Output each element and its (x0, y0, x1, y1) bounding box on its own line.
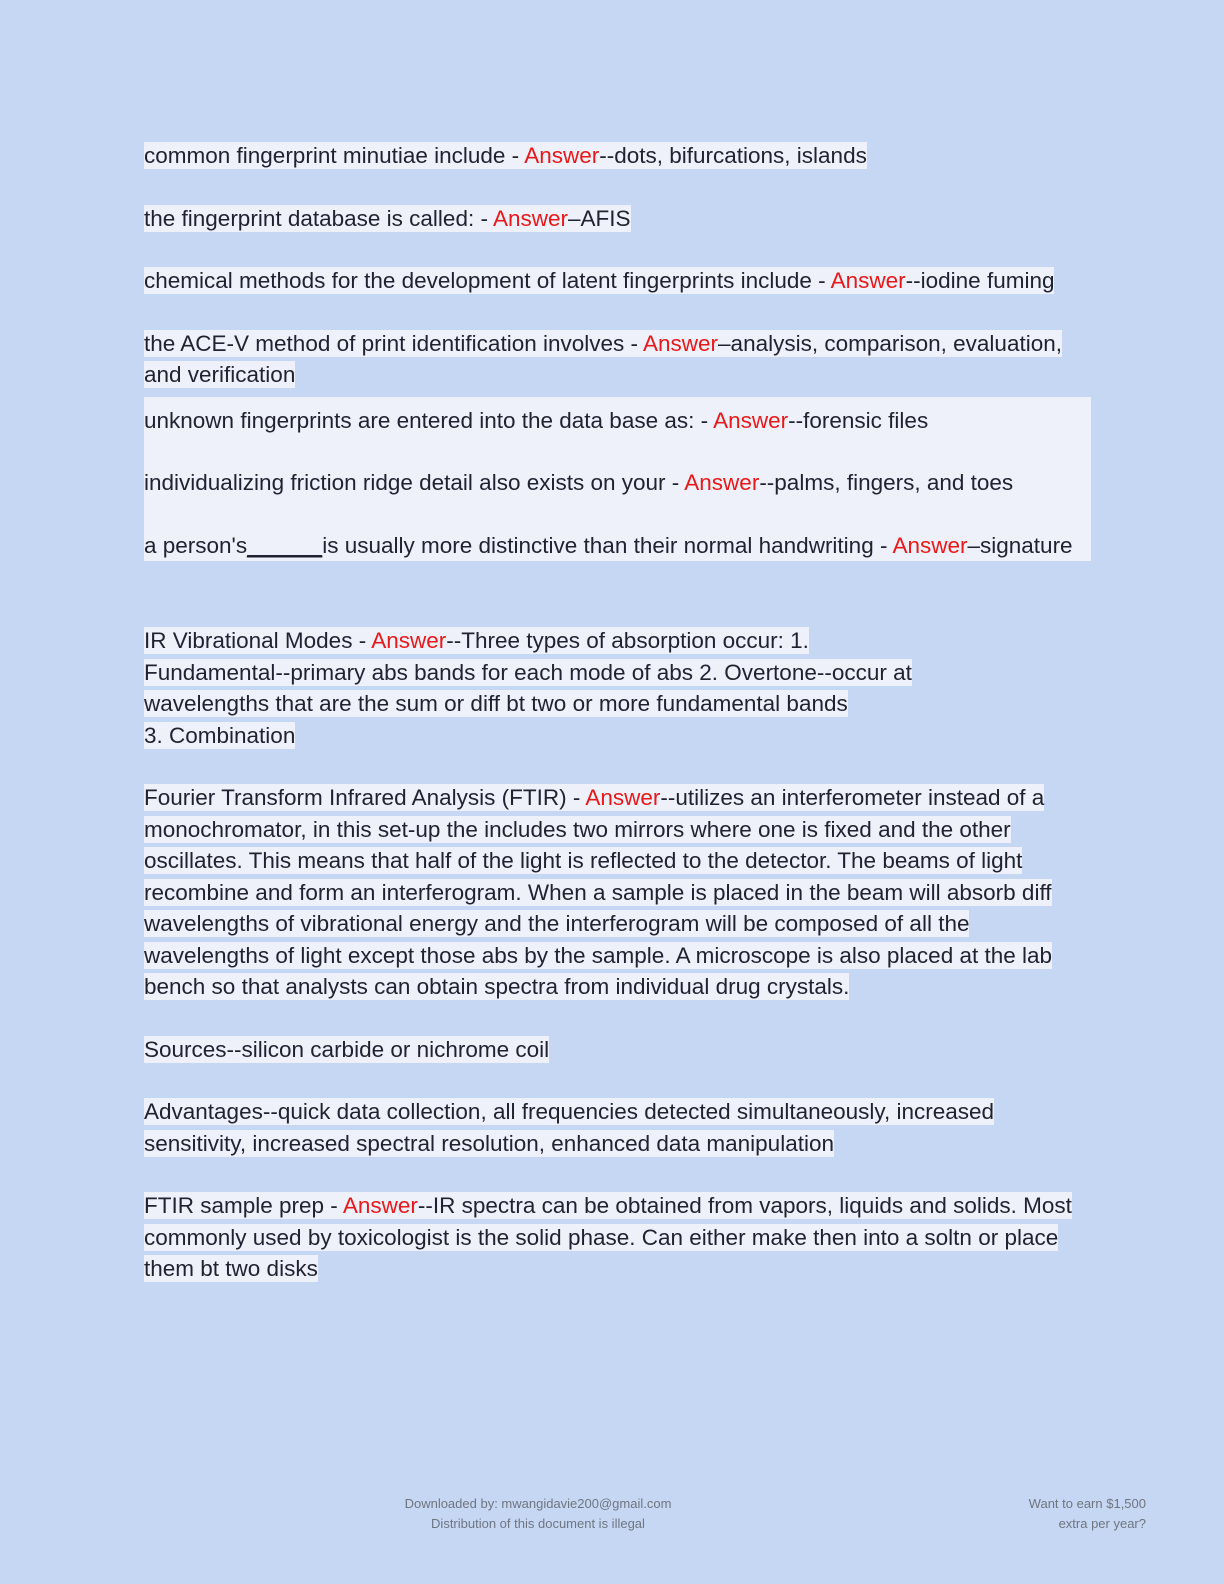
answer-text: --forensic files (788, 407, 929, 433)
answer-text: –AFIS (568, 205, 631, 231)
answer-text: –analysis, comparison, evaluation, and verification (144, 330, 1062, 387)
fill-in-blank: ______ (247, 532, 323, 558)
question-text: Fourier Transform Infrared Analysis (FTIR) - (144, 785, 586, 810)
question-text: the fingerprint database is called: - (144, 205, 493, 231)
qa-item (144, 265, 1074, 297)
answer-text: --utilizes an interferometer instead of a monochromator, in this set-up the includes two mirrors where one is fixed and the other oscillates. This means that half of the light is reflected to the detector. The beams of light recombine and form an interferogram. When a sample is placed in the beam will absorb diff wavelengths of vibrational energy and the interferogram will be composed of all the wavelengths of light except those abs by the sample. A microscope is also placed at the lab bench so that analysts can obtain spectra from individual drug crystals. (144, 785, 1053, 999)
earn-promo[interactable] (1029, 1494, 1146, 1534)
answer-label: Answer (830, 268, 906, 293)
qa-item (144, 405, 1074, 437)
qa-item (144, 203, 1074, 235)
question-text: IR Vibrational Modes - (144, 628, 372, 653)
question-text: individualizing friction ridge detail also exists on your - (144, 470, 685, 495)
answer-text: --iodine fuming (905, 268, 1055, 293)
question-text: the ACE-V method of print identification involves - (144, 330, 644, 356)
question-text-end: is usually more distinctive than their normal handwriting - (322, 532, 893, 558)
distribution-notice: Distribution of this document is illegal (431, 1516, 645, 1531)
answer-label: Answer (684, 470, 760, 495)
answer-label: Answer (524, 143, 600, 168)
earn-promo-line-1: Want to earn $1,500 (1028, 1496, 1146, 1511)
answer-label: Answer (892, 532, 968, 558)
qa-item (144, 140, 1074, 172)
downloaded-by-text: Downloaded by: mwangidavie200@gmail.com (404, 1496, 672, 1511)
document-body (144, 140, 1074, 1316)
question-text: unknown fingerprints are entered into the data base as: - (144, 407, 714, 433)
answer-label: Answer (713, 407, 789, 433)
sources-paragraph (144, 1034, 1074, 1066)
answer-line: Fundamental--primary abs bands for each mode of abs 2. Overtone--occur at (144, 659, 912, 685)
answer-label: Answer (643, 330, 719, 356)
answer-line: wavelengths that are the sum or diff bt two or more fundamental bands (144, 691, 848, 716)
answer-text: --IR spectra can be obtained from vapors, liquids and solids. Most commonly used by toxicologist is the solid phase. Can either make then into a soltn or place them bt two disks (144, 1193, 1072, 1281)
qa-item (144, 530, 1074, 562)
qa-item-sample-prep (144, 1190, 1074, 1285)
answer-line: --Three types of absorption occur: 1. (446, 628, 809, 653)
answer-label: Answer (342, 1193, 418, 1218)
answer-label: Answer (371, 628, 447, 653)
download-footer (340, 1494, 736, 1534)
sources-text: Sources--silicon carbide or nichrome coil (144, 1036, 550, 1062)
answer-label: Answer (492, 205, 568, 231)
highlighted-block (144, 397, 1091, 562)
qa-item (144, 328, 1074, 391)
answer-text: –signature (967, 532, 1073, 558)
question-text-start: a person's (144, 532, 248, 558)
earn-promo-line-2: extra per year? (1058, 1516, 1146, 1531)
qa-item-ftir (144, 782, 1074, 1003)
spacer (144, 561, 1074, 625)
advantages-text: Advantages--quick data collection, all frequencies detected simultaneously, increased sensitivity, increased spectral resolution, enhanced data manipulation (144, 1099, 995, 1156)
qa-item (144, 467, 1074, 499)
answer-text: --palms, fingers, and toes (759, 470, 1014, 495)
qa-item-ir-modes (144, 625, 1074, 751)
question-text: FTIR sample prep - (144, 1193, 343, 1218)
advantages-paragraph (144, 1096, 1074, 1159)
answer-label: Answer (585, 785, 661, 810)
question-text: common fingerprint minutiae include - (144, 143, 525, 168)
answer-text: --dots, bifurcations, islands (599, 143, 867, 168)
question-text: chemical methods for the development of latent fingerprints include - (144, 268, 831, 293)
answer-line: 3. Combination (144, 722, 296, 748)
